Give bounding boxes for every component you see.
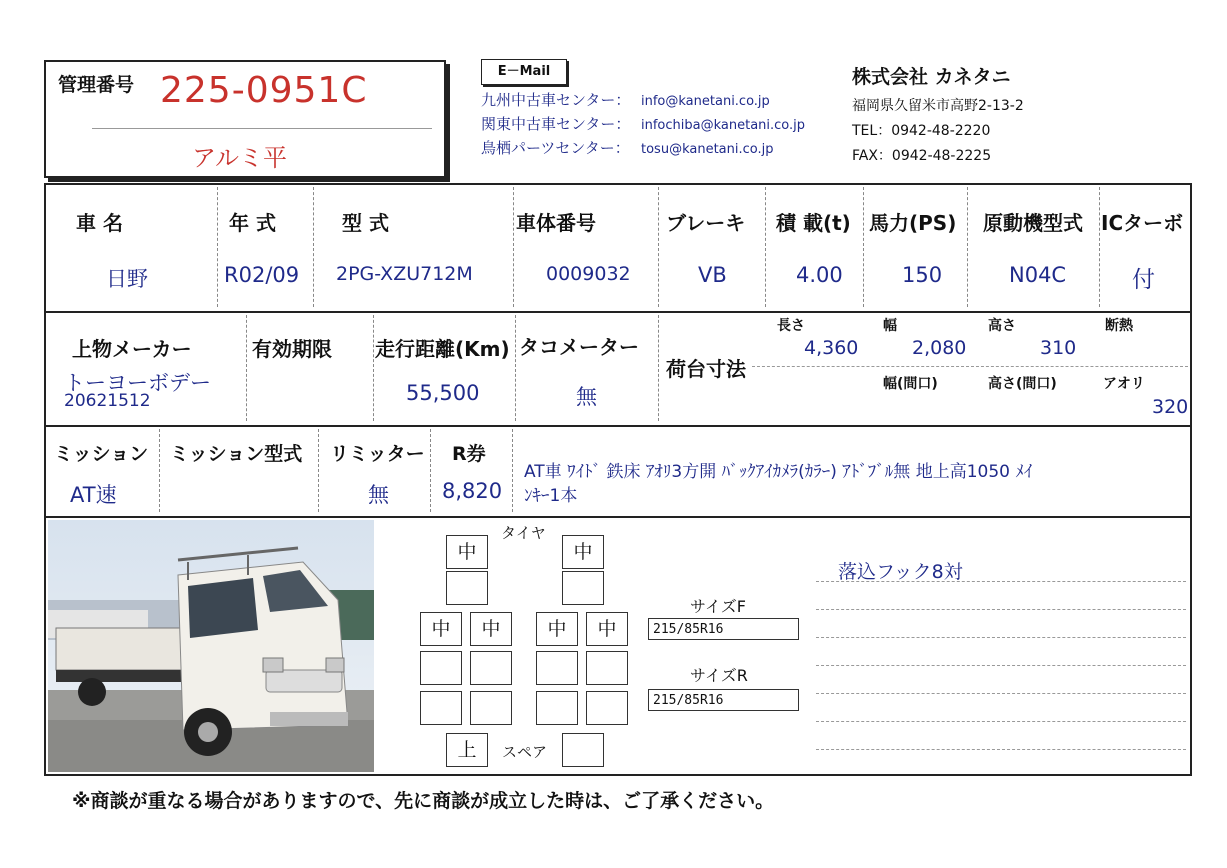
tire-rear-left-inner: 中 — [470, 612, 512, 646]
label-cargo-dims: 荷台寸法 — [666, 357, 746, 381]
col-sep — [967, 187, 968, 307]
label-insulation: 断熱 — [1105, 318, 1133, 334]
value-limiter: 無 — [368, 483, 389, 507]
tire-slot — [536, 691, 578, 725]
label-brake: ブレーキ — [666, 211, 746, 235]
tire-front-right-2 — [562, 571, 604, 605]
remarks-line — [816, 665, 1186, 666]
email-row — [481, 137, 805, 161]
email-list — [481, 89, 805, 161]
remarks-line — [816, 749, 1186, 750]
tire-slot — [470, 651, 512, 685]
col-sep — [217, 187, 218, 307]
col-sep — [313, 187, 314, 307]
label-inspection: 有効期限 — [252, 337, 332, 361]
value-load: 4.00 — [796, 263, 843, 287]
remarks-line — [816, 581, 1186, 582]
col-sep — [515, 315, 516, 421]
tire-slot — [470, 691, 512, 725]
col-sep — [159, 429, 160, 512]
company-address: 福岡県久留米市高野2-13-2 — [852, 98, 1024, 114]
tire-spare: 上 — [446, 733, 488, 767]
label-load: 積 載(t) — [776, 211, 851, 235]
label-height-opening: 高さ(間口) — [988, 376, 1057, 392]
value-engine: N04C — [1009, 263, 1067, 287]
col-sep — [658, 187, 659, 307]
value-model: 2PG-XZU712M — [336, 263, 473, 285]
value-year: R02/09 — [224, 263, 300, 287]
label-mission-type: ミッション型式 — [170, 443, 303, 465]
label-width-opening: 幅(間口) — [883, 376, 938, 392]
value-r-ticket: 8,820 — [442, 479, 503, 503]
tire-slot — [586, 691, 628, 725]
value-size-f: 215/85R16 — [648, 618, 799, 640]
email-row — [481, 113, 805, 137]
email-center-label: 鳥栖パーツセンター： — [481, 139, 630, 157]
company-fax: FAX：0942-48-2225 — [852, 148, 992, 164]
label-mission: ミッション — [54, 443, 149, 465]
label-r-ticket: R券 — [452, 443, 486, 465]
notes-line-1: AT車 ﾜｲﾄﾞ 鉄床 ｱｵﾘ3方開 ﾊﾞｯｸｱｲｶﾒﾗ(ｶﾗｰ) ｱﾄﾞﾌﾞﾙ無 地上高1050 ﾒｲ — [524, 462, 1033, 482]
value-tachometer: 無 — [576, 385, 597, 409]
value-chassis-no: 0009032 — [546, 263, 631, 285]
value-length: 4,360 — [804, 337, 859, 359]
tire-front-left: 中 — [446, 535, 488, 569]
value-ic-turbo: 付 — [1132, 267, 1155, 293]
value-maker-code: 20621512 — [64, 391, 151, 411]
value-hp: 150 — [902, 263, 943, 287]
tire-front-right: 中 — [562, 535, 604, 569]
email-link[interactable]: infochiba@kanetani.co.jp — [641, 118, 806, 133]
tire-slot — [420, 651, 462, 685]
divider — [46, 311, 1190, 313]
tire-spare-2 — [562, 733, 604, 767]
col-sep — [765, 187, 766, 307]
mgmt-number: 225-0951C — [160, 70, 368, 111]
label-hp: 馬力(PS) — [869, 211, 957, 235]
value-height: 310 — [1040, 337, 1077, 359]
footer-note: ※商談が重なる場合がありますので、先に商談が成立した時は、ご了承ください。 — [72, 790, 775, 812]
col-sep — [863, 187, 864, 307]
tire-slot — [586, 651, 628, 685]
row-sep — [752, 366, 1188, 367]
email-center-label: 九州中古車センター： — [481, 91, 631, 109]
truck-photo — [48, 520, 374, 772]
label-engine: 原動機型式 — [983, 211, 1083, 235]
label-mileage: 走行距離(Km) — [375, 337, 510, 361]
col-sep — [513, 187, 514, 307]
value-size-r: 215/85R16 — [648, 689, 799, 711]
label-length: 長さ — [777, 318, 805, 334]
email-link[interactable]: tosu@kanetani.co.jp — [641, 142, 774, 157]
label-size-r: サイズR — [690, 666, 748, 685]
header-box — [44, 60, 446, 178]
label-spare: スペア — [502, 743, 548, 761]
tire-rear-left-outer: 中 — [420, 612, 462, 646]
tire-rear-right-outer: 中 — [586, 612, 628, 646]
col-sep — [512, 429, 513, 512]
remarks-line — [816, 693, 1186, 694]
col-sep — [430, 429, 431, 512]
remarks-line — [816, 721, 1186, 722]
label-model: 型 式 — [342, 211, 389, 235]
value-gate: 320 — [1152, 396, 1189, 418]
label-gate: アオリ — [1103, 376, 1145, 392]
body-type: アルミ平 — [192, 144, 288, 172]
col-sep — [1099, 187, 1100, 307]
label-car-name: 車 名 — [76, 211, 123, 235]
col-sep — [373, 315, 374, 421]
tire-rear-right-inner: 中 — [536, 612, 578, 646]
email-center-label: 関東中古車センター： — [481, 115, 631, 133]
notes-line-2: ﾝｷｰ1本 — [524, 486, 578, 506]
col-sep — [318, 429, 319, 512]
label-chassis-no: 車体番号 — [516, 211, 596, 235]
email-title: E－Mail — [481, 59, 567, 85]
remarks-line — [816, 609, 1186, 610]
col-sep — [246, 315, 247, 421]
tire-slot — [536, 651, 578, 685]
mgmt-label: 管理番号 — [58, 74, 135, 96]
value-mileage: 55,500 — [406, 381, 480, 405]
label-limiter: リミッター — [330, 443, 425, 465]
label-ic-turbo: ICターボ — [1101, 211, 1184, 235]
company-name: 株式会社 カネタニ — [852, 66, 1011, 88]
email-link[interactable]: info@kanetani.co.jp — [641, 94, 770, 109]
label-height: 高さ — [988, 318, 1016, 334]
label-tire: タイヤ — [501, 524, 546, 542]
value-width: 2,080 — [912, 337, 967, 359]
value-mission: AT速 — [70, 483, 117, 507]
col-sep — [658, 315, 659, 421]
value-brake: VB — [698, 263, 727, 287]
truck-image — [48, 520, 374, 772]
label-year: 年 式 — [229, 211, 276, 235]
value-car-name: 日野 — [106, 267, 148, 291]
value-body-maker: トーヨーボデー — [64, 371, 211, 395]
email-row — [481, 89, 805, 113]
label-body-maker: 上物メーカー — [72, 337, 192, 361]
label-width: 幅 — [883, 318, 897, 334]
remarks-line-1: 落込フック8対 — [838, 561, 963, 583]
label-tachometer: タコメーター — [519, 335, 639, 359]
tire-slot — [420, 691, 462, 725]
header-divider — [92, 128, 432, 129]
tire-front-left-2 — [446, 571, 488, 605]
label-size-f: サイズF — [690, 597, 746, 616]
remarks-line — [816, 637, 1186, 638]
divider — [46, 516, 1190, 518]
company-tel: TEL：0942-48-2220 — [852, 123, 991, 139]
spec-table — [44, 183, 1192, 776]
divider — [46, 425, 1190, 427]
